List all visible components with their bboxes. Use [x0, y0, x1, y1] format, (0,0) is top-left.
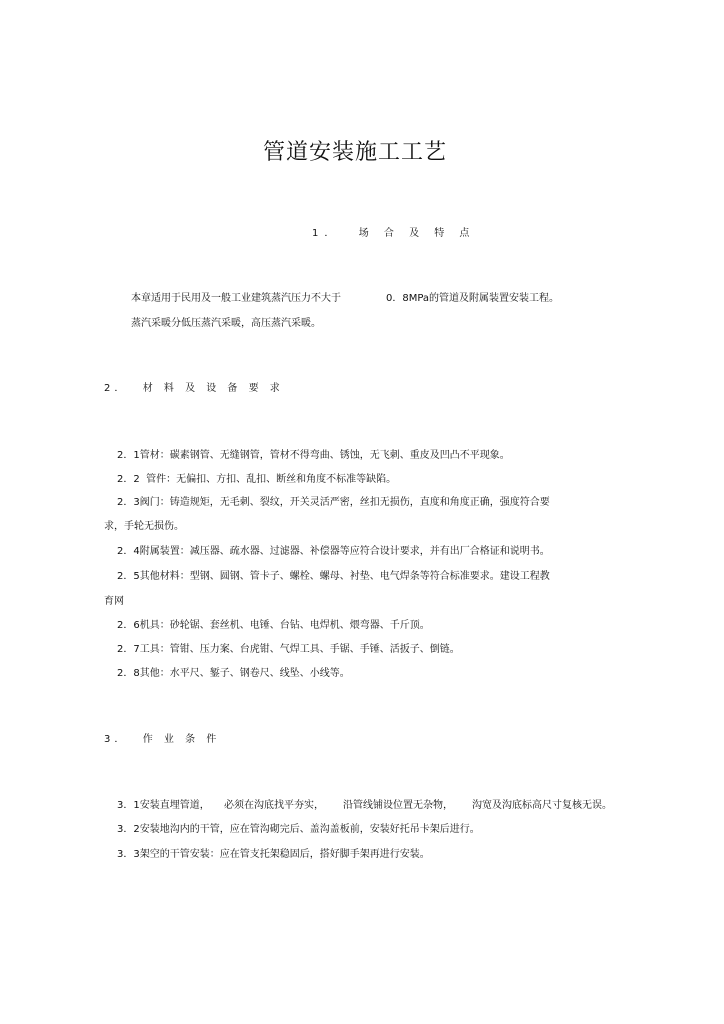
section-3-item-1d: 沟宽及沟底标高尺寸复核无误。 — [472, 800, 612, 811]
section-2-item-2: 2．2 管件：无偏扣、方扣、乱扣、断丝和角度不标准等缺陷。 — [117, 474, 397, 485]
section-1-heading: 1． 场 合 及 特 点 — [312, 228, 476, 239]
section-2-item-4: 2．4附属装置：减压器、疏水器、过滤器、补偿器等应符合设计要求，并有出厂合格证和说明书。 — [117, 546, 550, 557]
section-2-heading: 2． 材 料 及 设 备 要 求 — [104, 383, 284, 394]
section-2-item-5: 2．5其他材料：型钢、圆钢、管卡子、螺栓、螺母、衬垫、电气焊条等符合标准要求。建设工程教 — [117, 571, 550, 582]
section-2-item-7: 2．7工具：管钳、压力案、台虎钳、气焊工具、手锯、手锤、活扳子、倒链。 — [117, 644, 460, 655]
section-1-paragraph-1b: 0．8MPa的管道及附属装置安装工程。 — [386, 293, 560, 304]
section-3-item-3: 3．3架空的干管安装：应在管支托架稳固后，搭好脚手架再进行安装。 — [117, 849, 430, 860]
section-2-item-3-cont: 求，手轮无损伤。 — [104, 521, 184, 532]
section-3-item-1c: 沿管线铺设位置无杂物， — [343, 800, 453, 811]
section-2-item-5-cont: 育网 — [104, 596, 124, 607]
section-3-item-1a: 3．1安装直埋管道， — [117, 800, 210, 811]
section-3-heading: 3． 作 业 条 件 — [104, 734, 221, 745]
section-3-item-1b: 必须在沟底找平夯实， — [224, 800, 324, 811]
section-2-item-8: 2．8其他：水平尺、錾子、钢卷尺、线坠、小线等。 — [117, 668, 350, 679]
section-1-paragraph-2: 蒸汽采暖分低压蒸汽采暖，高压蒸汽采暖。 — [131, 318, 321, 329]
section-2-item-6: 2．6机具：砂轮锯、套丝机、电锤、台钻、电焊机、煨弯器、千斤顶。 — [117, 620, 430, 631]
section-3-item-2: 3．2安装地沟内的干管，应在管沟砌完后、盖沟盖板前，安装好托吊卡架后进行。 — [117, 824, 480, 835]
section-2-item-3: 2．3阀门：铸造规矩，无毛刺、裂纹，开关灵活严密，丝扣无损伤，直度和角度正确，强度符合要 — [117, 497, 550, 508]
page-title: 管道安装施工工艺 — [263, 140, 448, 165]
section-2-item-1: 2．1管材：碳素钢管、无缝钢管，管材不得弯曲、锈蚀，无飞刺、重皮及凹凸不平现象。 — [117, 450, 510, 461]
section-1-paragraph-1a: 本章适用于民用及一般工业建筑蒸汽压力不大于 — [131, 293, 341, 304]
